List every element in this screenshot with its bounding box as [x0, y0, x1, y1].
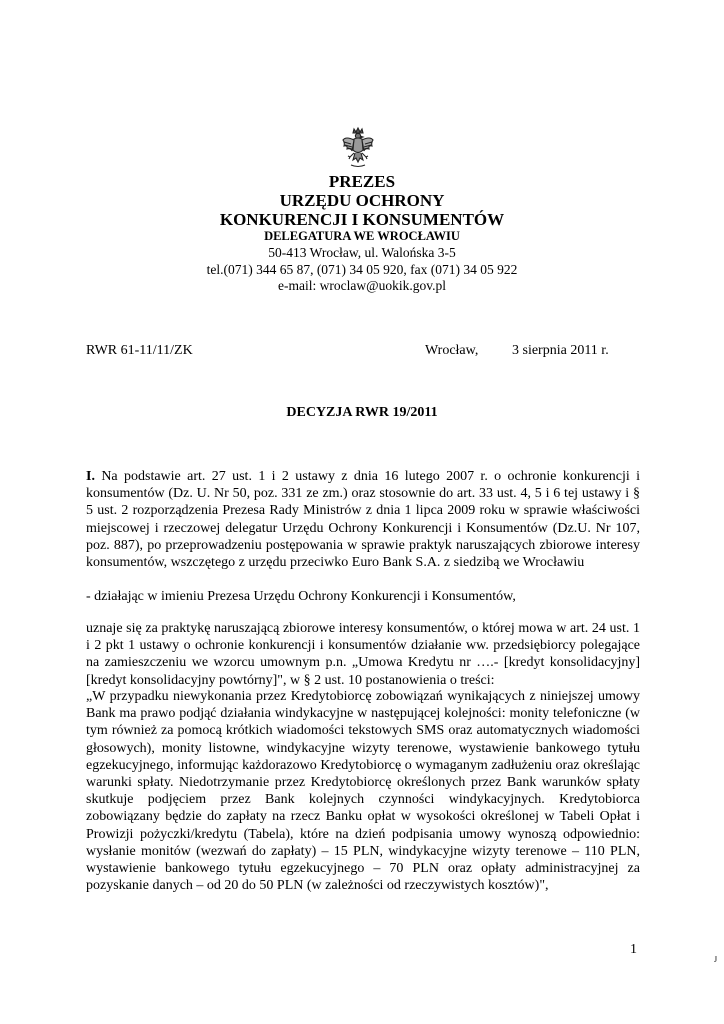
phone-fax-line: tel.(071) 344 65 87, (071) 34 05 920, fax (071) 34 05 922 [206, 262, 518, 277]
polish-eagle-emblem-icon [341, 126, 375, 170]
email-line: e-mail: wroclaw@uokik.gov.pl [278, 278, 446, 293]
authority-title-line-2: URZĘDU OCHRONY [279, 191, 445, 210]
paragraph-legal-basis-text: Na podstawie art. 27 ust. 1 i 2 ustawy z dnia 16 lutego 2007 r. o ochronie konkurencji i konsumentów (Dz. U. Nr 50, poz. 331 ze zm.) oraz stosownie do art. 33 ust. 4, 5 i 6 tej ustawy i § 5 ust. 2 rozporządzenia Prezesa Rady Ministrów z dnia 1 lipca 2009 roku w sprawie właściwości miejscowej i rzeczowej delegatur Urzędu Ochrony Konkurencji i Konsumentów (Dz.U. Nr 107, poz. 887), po przeprowadzeniu postępowania w sprawie praktyk naruszających zbiorowe interesy konsumentów, wszczętego z urzędu przeciwko Euro Bank S.A. z siedzibą we Wrocławiu [86, 469, 640, 571]
decision-title: DECYZJA RWR 19/2011 [286, 405, 438, 420]
address-line: 50-413 Wrocław, ul. Walońska 3-5 [268, 245, 456, 260]
page-number: 1 [630, 942, 637, 957]
section-mark: I. [86, 469, 95, 484]
paragraph-ruling: uznaje się za praktykę naruszającą zbiorowe interesy konsumentów, o której mowa w art. 24 ust. 1 i 2 pkt 1 ustawy o ochronie konkurencji i konsumentów działanie ww. przedsiębiorcy polegające na zamieszczeniu we wzorcu umownym p.n. „Umowa Kredytu nr ….- [kredyt konsolidacyjny] [kredyt konsolidacyjny powtórny]", w § 2 ust. 10 postanowienia o treści: [86, 621, 640, 688]
paragraph-acting-on-behalf: - działając w imieniu Prezesa Urzędu Ochrony Konkurencji i Konsumentów, [86, 589, 516, 604]
paragraph-quoted-clause: „W przypadku niewykonania przez Kredytobiorcę zobowiązań wynikających z niniejszej umowy Bank ma prawo podjąć działania windykacyjne w następującej kolejności: monity telefoniczne (w tym również za pomocą krótkich wiadomości tekstowych SMS oraz automatycznych wiadomości głosowych), monity listowne, windykacyjne wizyty terenowe, wystawienie bankowego tytułu egzekucyjnego, informując każdorazowo Kredytobiorcę o wymaganym zadłużeniu oraz określając warunki spłaty. Niedotrzymanie przez Kredytobiorcę określonych przez Bank warunków spłaty skutkuje podjęciem przez Bank kolejnych czynności windykacyjnych. Kredytobiorca zobowiązany będzie do zapłaty na rzecz Banku opłat w wysokości określonej w Tabeli Opłat i Prowizji pożyczki/kredytu (Tabela), które na dzień podpisania umowy wynoszą odpowiednio: wysłanie monitów (wezwań do zapłaty) – 15 PLN, windykacyjne wizyty terenowe – 110 PLN, wystawienie bankowego tytułu egzekucyjnego – 70 PLN oraz opłaty administracyjnej za pozyskanie danych – od 20 do 50 PLN (w zależności od rzeczywistych kosztów)", [86, 689, 640, 894]
branch-name: DELEGATURA WE WROCŁAWIU [264, 229, 460, 243]
authority-title-line-3: KONKURENCJI I KONSUMENTÓW [219, 210, 505, 229]
paragraph-legal-basis [86, 468, 640, 571]
authority-title-line-1: PREZES [328, 172, 396, 191]
reference-number: RWR 61-11/11/ZK [86, 343, 193, 358]
corner-mark: J [714, 955, 718, 964]
place-label: Wrocław, [425, 343, 479, 358]
document-date: 3 sierpnia 2011 r. [512, 343, 609, 358]
